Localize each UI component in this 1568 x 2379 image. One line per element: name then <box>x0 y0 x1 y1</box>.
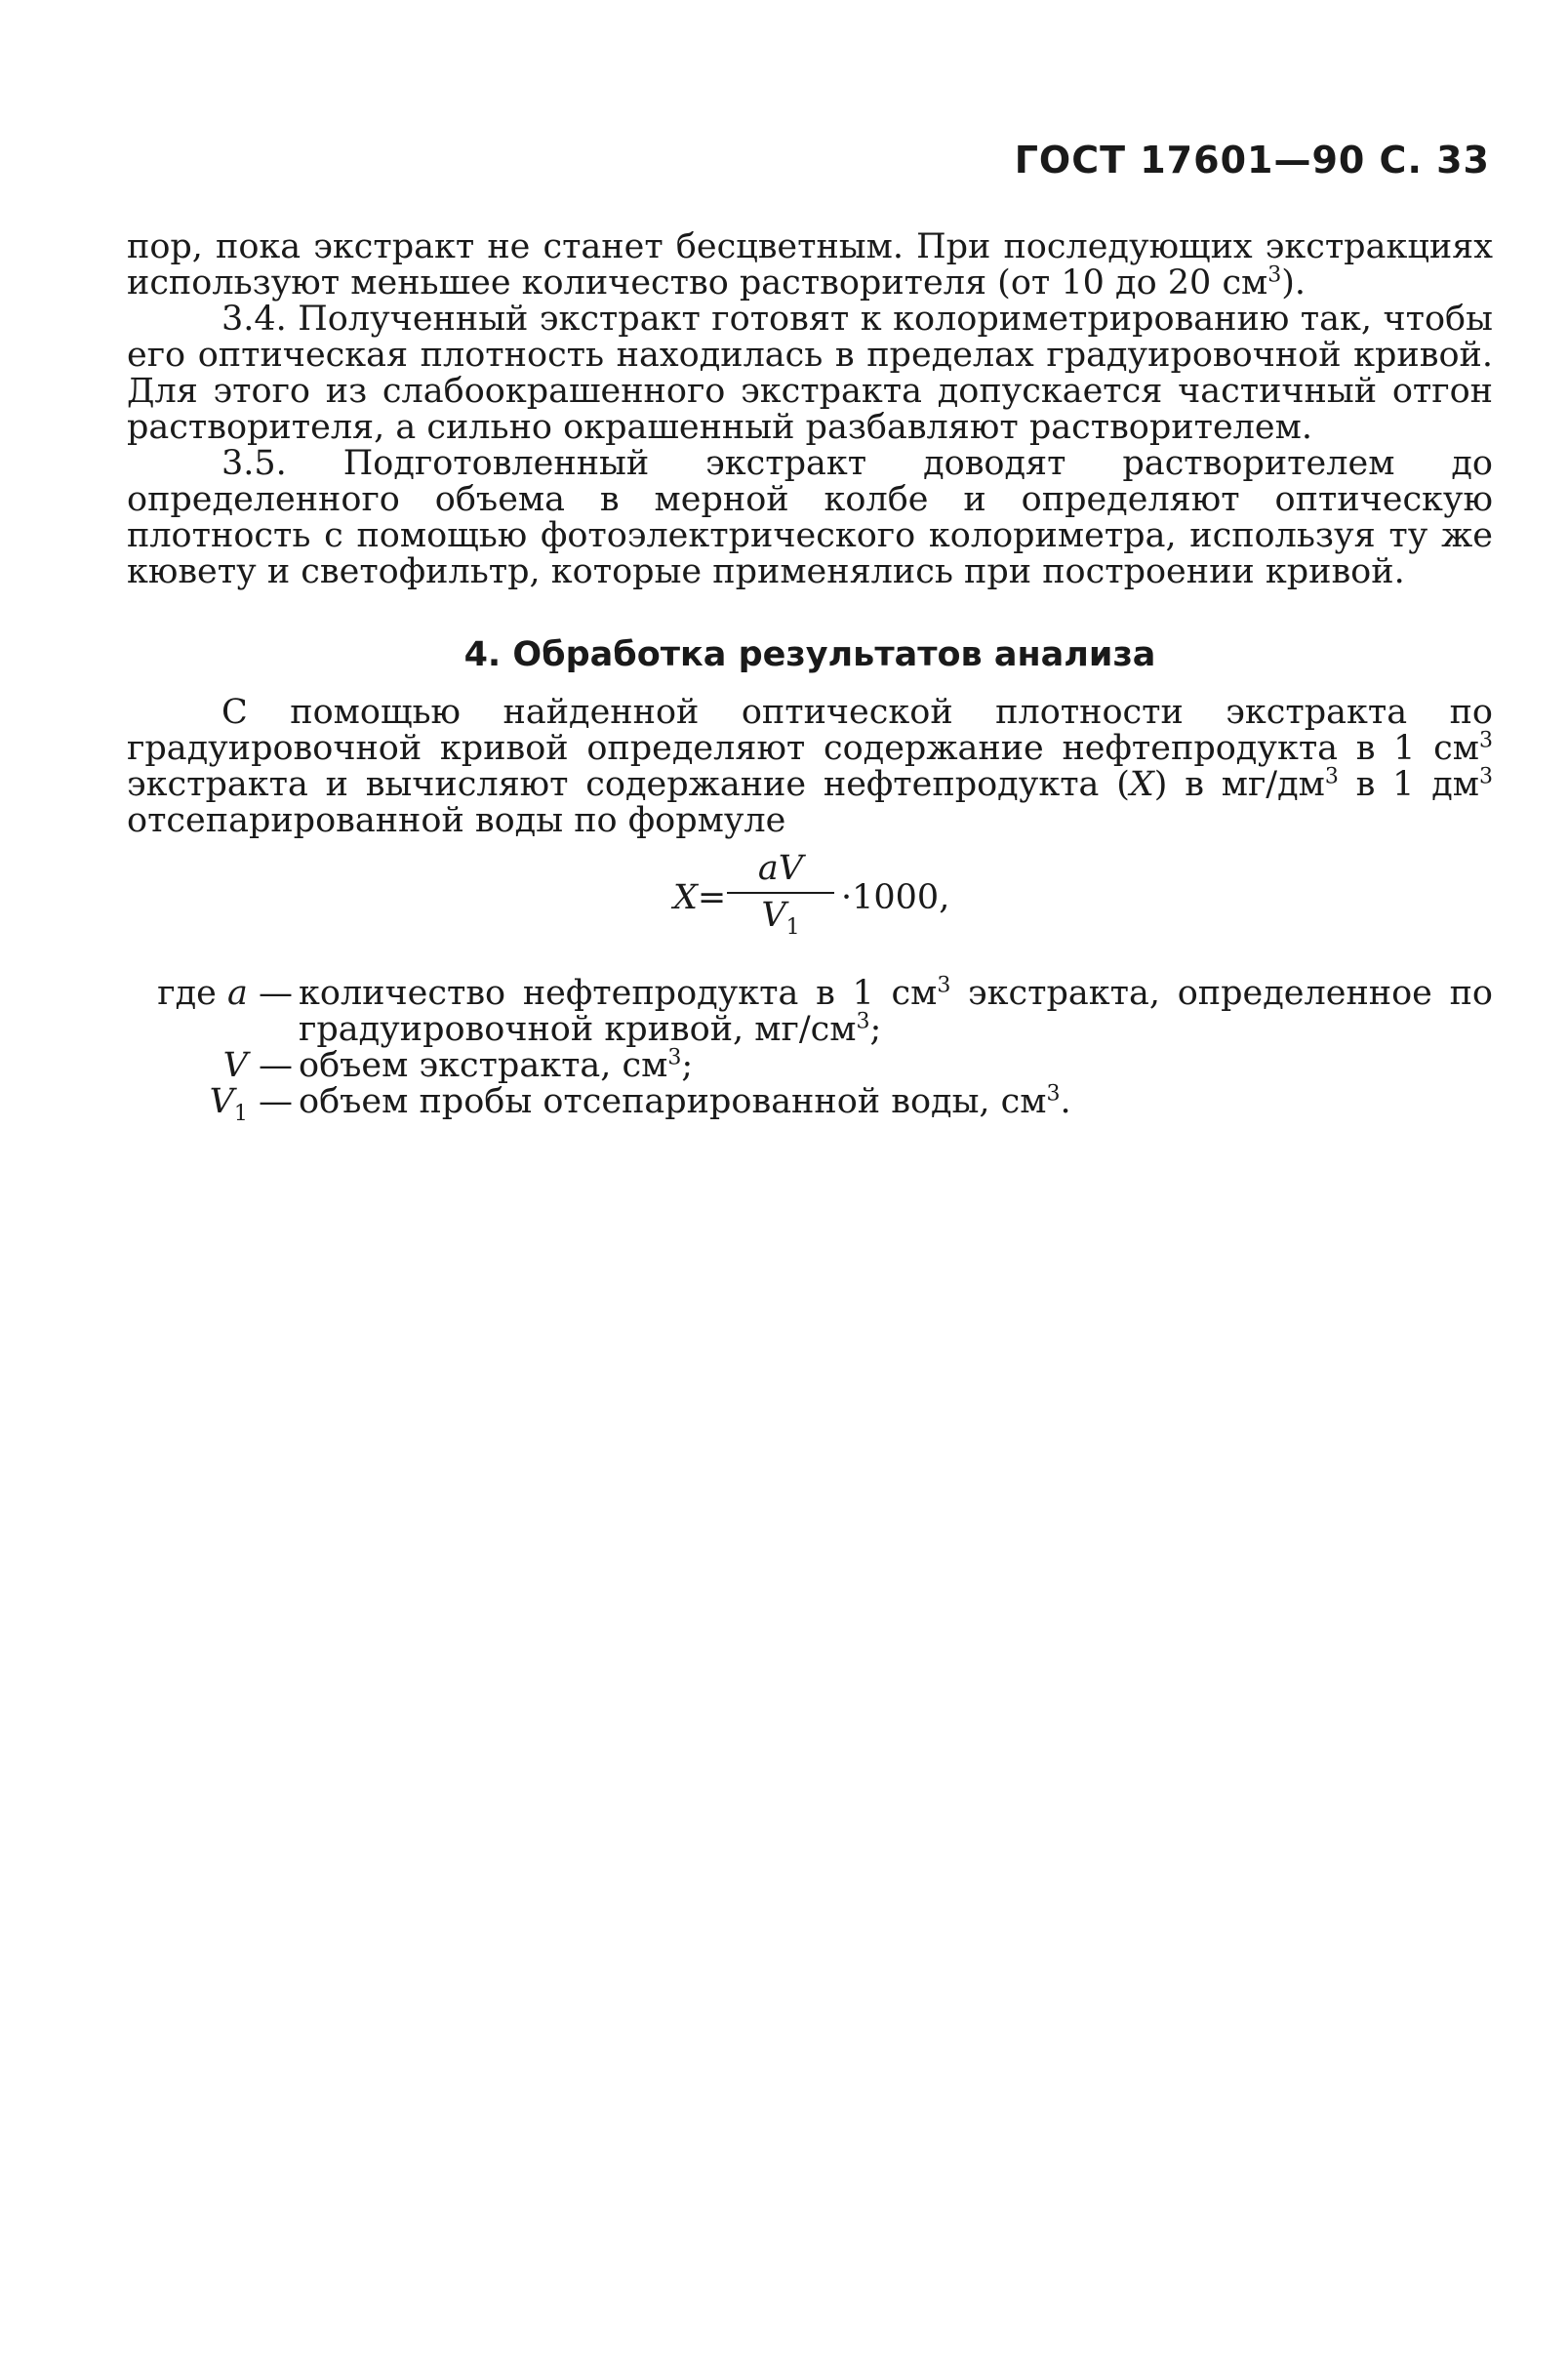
formula <box>127 851 1493 958</box>
body-text <box>127 229 1493 1132</box>
paragraph-3-5: 3.5. Подготовленный экстракт доводят растворителем до определенного объема в мерной колбе и определяют оптическую плотность с помощью фотоэлектрического колориметра, используя ту же кювету и светофильтр, которые применялись при построении кривой. <box>127 444 1493 591</box>
formula-denominator: $V_1$ <box>761 896 800 940</box>
formula-lhs: X= <box>673 878 727 917</box>
legend-item: где a — количество нефтепродукта в 1 $см^3$ экстракта, определенное по градуировочной кривой, $мг/см^3$; <box>157 973 1494 1049</box>
section-4-paragraph: С помощью найденной оптической плотности экстракта по градуировочной кривой определяют содержание нефтепродукта в 1 $см^3$ экстракта и вычисляют содержание нефтепродукта (X) в $мг/дм^3$ в 1 $дм^3$ отсепарированной воды по формуле <box>127 693 1493 840</box>
legend-item: $V_1$ — объем пробы отсепарированной воды, $см^3$. <box>209 1081 1071 1126</box>
running-header: ГОСТ 17601—90 С. 33 <box>1014 139 1490 181</box>
formula-rhs: ·1000, <box>841 878 950 917</box>
paragraph-continuation: пор, пока экстракт не станет бесцветным. При последующих экстракциях используют меньшее количество растворителя (от 10 до 20 $см^3$). <box>127 227 1493 302</box>
legend-item: V — объем экстракта, $см^3$; <box>222 1045 694 1085</box>
paragraph-3-4: 3.4. Полученный экстракт готовят к колориметрированию так, чтобы его оптическая плотность находилась в пределах градуировочной кривой. Для этого из слабоокрашенного экстракта допускается частичный отгон растворителя, а сильно окрашенный разбавляют растворителем. <box>127 300 1493 447</box>
section-title: 4. Обработка результатов анализа <box>463 635 1156 674</box>
formula-numerator: aV <box>757 849 804 888</box>
variable-legend <box>127 973 1494 1132</box>
formula-fraction <box>727 851 834 946</box>
fraction-bar <box>727 892 834 894</box>
